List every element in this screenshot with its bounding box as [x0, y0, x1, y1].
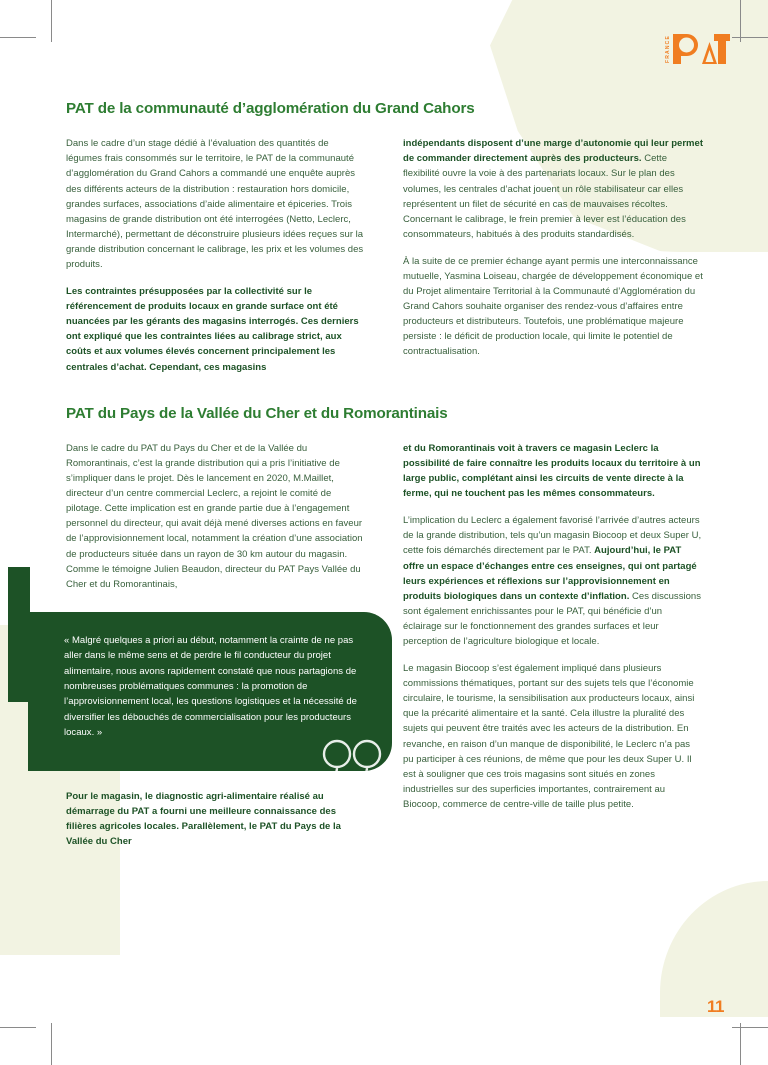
paragraph-bold-span: Aujourd’hui, le PAT offre un espace d’échanges entre ces enseignes, qui ont partagé leurs expériences et réflexions sur l’approvisionnement en produits biologiques dans un contexte d’inflation. [403, 545, 697, 602]
crop-mark-bottom-right-horizontal [732, 1027, 768, 1028]
section-title-grand-cahors: PAT de la communauté d’agglomération du Grand Cahors [66, 100, 475, 117]
paragraph-bold: Les contraintes présupposées par la collectivité sur le référencement de produits locaux en grande surface ont été nuancées par les gérants des magasins interrogés. Ces derniers ont expliqué que les contraintes liées au calibrage strict, aux coûts et aux volumes élevés concernent principalement les centrales d’achat. Cependant, ces magasins [66, 286, 359, 373]
crop-mark-top-left-horizontal [0, 37, 36, 38]
quote-mark-icon [320, 737, 382, 771]
paragraph: Le magasin Biocoop s’est également impliqué dans plusieurs commissions thématiques, portant sur des sujets tels que l’économie circulaire, le tourisme, la sensibilisation aux producteurs locaux, ainsi que la précarité alimentaire et la santé. Cela illustre la pluralité des sujets qui peuvent être traités avec les acteurs de la distribution. En revanche, en raison d’un manque de disponibilité, le Leclerc n’a pas pu participer à ces réunions, de même que pour les deux Super U. Il est à souligner que ces trois magasins sont situés en zones industrielles sur des superficies importantes, contrairement au Biocoop, commerce de centre-ville de taille plus petite. [403, 663, 695, 810]
crop-mark-top-right-vertical [740, 0, 741, 42]
page-number: 11 [707, 997, 724, 1016]
section-2-left-column [66, 441, 366, 849]
paragraph-bold: Pour le magasin, le diagnostic agri-alimentaire réalisé au démarrage du PAT a fourni une meilleure connaissance des filières agricoles locales. Parallèlement, le PAT du Pays de la Vallée du Cher [66, 790, 341, 847]
crop-mark-bottom-left-horizontal [0, 1027, 36, 1028]
paragraph: Dans le cadre d’un stage dédié à l’évaluation des quantités de légumes frais consommés sur le territoire, le PAT de la communauté d’agglomération du Grand Cahors a commandé une enquête auprès des différents acteurs de la distribution : restauration hors domicile, grandes surfaces, associations d’aide alimentaire et épiceries. Trois magasins de grande distribution ont été interrogées (Netto, Leclerc, Intermarché), permettant de déconstruire plusieurs idées reçues sur la grande distribution concernant le calibrage, les prix et les volumes des produits. [66, 138, 364, 270]
paragraph: Dans le cadre du PAT du Pays du Cher et de la Vallée du Romorantinais, c’est la grande distribution qui a pris l’initiative de s’impliquer dans le projet. Dès le lancement en 2020, M.Maillet, directeur d’un centre commercial Leclerc, a rejoint le comité de pilotage. Cette implication est en grande partie due à l’engagement personnel du directeur, qui avait déjà mené diverses actions en faveur de l’approvisionnement local, notamment la création d’une association de producteurs située dans un rayon de 30 km autour du magasin. Comme le témoigne Julien Beaudon, directeur du PAT Pays Vallée du Cher et du Romorantinais, [66, 442, 363, 590]
section-title-vallee-du-cher: PAT du Pays de la Vallée du Cher et du Romorantinais [66, 404, 448, 422]
crop-mark-bottom-left-vertical [51, 1023, 52, 1065]
crop-mark-top-left-vertical [51, 0, 52, 42]
paragraph-text: L’implication du Leclerc a également favorisé l’arrivée d’autres acteurs de la grande distribution, tels qu’un magasin Biocoop et deux Super U, cette fois démarchés directement par le PAT. [403, 515, 702, 557]
pat-wordmark-icon [672, 33, 730, 65]
closing-quote-icon [320, 737, 382, 771]
pull-quote-box [28, 612, 392, 771]
decorative-bar-left [8, 567, 30, 702]
logo-pat-mark [672, 33, 730, 65]
paragraph-text: Cette flexibilité ouvre la voie à des partenariats locaux. Sur le plan des volumes, les centrales d’achat jouent un rôle stabilisateur car elles représentent un filet de sécurité en cas de mauvaises récoltes. Concernant le calibrage, le frein premier à lever est l’éducation des consommateurs, habitués à des produits standardisés. [403, 153, 686, 240]
section-1-left-column [66, 136, 366, 374]
article-content [66, 100, 704, 849]
pull-quote-text: « Malgré quelques a priori au début, notamment la crainte de ne pas aller dans le même sens et de perdre le fil conducteur du projet alimentaire, nous avons rapidement constaté que nous partagions de nombreuses problématiques communes : la promotion de l’approvisionnement local, les questions logistiques et la nécessité de diversifier les débouchés de commercialisation pour les producteurs locaux. » [64, 634, 357, 739]
logo-france-label: FRANCE [665, 34, 671, 64]
crop-mark-top-right-horizontal [732, 37, 768, 38]
paragraph: À la suite de ce premier échange ayant permis une interconnaissance mutuelle, Yasmina Loiseau, chargée de développement économique et du Projet alimentaire Territorial à la Communauté d’Agglomération du Grand Cahors souhaite organiser des rendez-vous d’affaires entre producteurs et distributeurs. Toutefois, une problématique majeure persiste : le déficit de production locale, qui limite le potentiel de contractualisation. [403, 255, 703, 358]
paragraph [403, 136, 703, 242]
section-1-right-column [403, 136, 703, 359]
section-2-columns [66, 441, 704, 849]
paragraph-bold: et du Romorantinais voit à travers ce magasin Leclerc la possibilité de faire connaître les produits locaux du territoire à un large public, complétant ainsi les circuits de vente directe à la ferme, qui ne touchent pas les mêmes consommateurs. [403, 442, 701, 500]
crop-mark-bottom-right-vertical [740, 1023, 741, 1065]
pat-france-logo [665, 29, 730, 69]
section-1-columns [66, 136, 704, 374]
paragraph-bold-lead: indépendants disposent d’une marge d’autonomie qui leur permet de commander directement auprès des producteurs. [403, 138, 703, 165]
paragraph-text: Ces discussions sont également enrichissantes pour le PAT, qui bénéficie d’un éclairage sur le fonctionnement des grandes surfaces et leur perception de l’agriculture biologique et locale. [403, 590, 701, 647]
paragraph [403, 513, 703, 649]
section-2-right-column [403, 441, 703, 812]
